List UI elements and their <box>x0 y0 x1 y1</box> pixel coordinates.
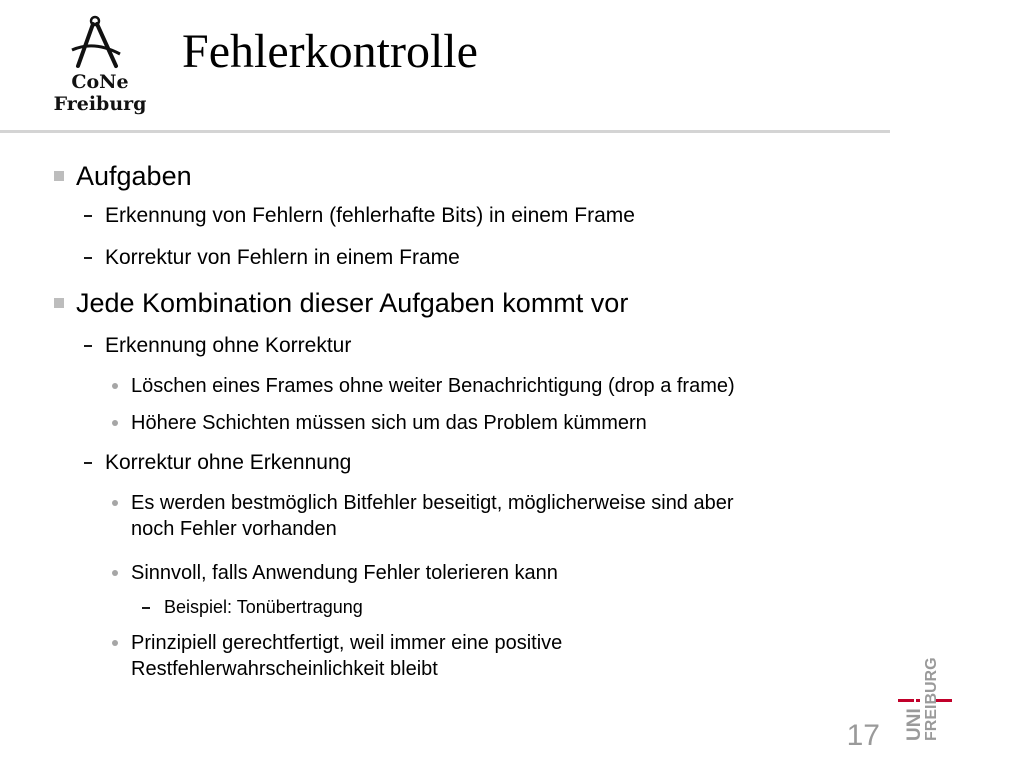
bullet-text-line: Jede Kombination dieser Aufgaben kommt vor <box>76 288 629 318</box>
bullet-item-level-3 <box>113 630 562 682</box>
bullet-text-line: Aufgaben <box>76 161 192 191</box>
bullet-text-line: Sinnvoll, falls Anwendung Fehler tolerieren kann <box>131 562 558 584</box>
bullet-text-line: Restfehlerwahrscheinlichkeit bleibt <box>131 658 438 680</box>
bullet-text-line: Erkennung ohne Korrektur <box>105 334 352 357</box>
bullet-dash-icon <box>84 257 92 259</box>
bullet-dash-icon <box>84 462 92 464</box>
page-number: 17 <box>846 719 880 752</box>
uni-logo-text-freiburg: FREIBURG <box>923 657 940 741</box>
cone-freiburg-logo <box>40 14 160 122</box>
bullet-dash-icon <box>84 345 92 347</box>
bullet-text-line: Es werden bestmöglich Bitfehler beseitigt, möglicherweise sind aber <box>131 492 734 514</box>
compass-a-icon <box>58 14 142 74</box>
bullet-item-level-1 <box>55 287 628 319</box>
bullet-item-level-2 <box>85 203 635 229</box>
bullet-item-level-3 <box>113 410 647 436</box>
bullet-dot-icon <box>112 570 118 576</box>
bullet-dot-icon <box>112 420 118 426</box>
bullet-dot-icon <box>112 640 118 646</box>
bullet-text-line: Löschen eines Frames ohne weiter Benachrichtigung (drop a frame) <box>131 375 735 397</box>
bullet-text-line: Erkennung von Fehlern (fehlerhafte Bits) in einem Frame <box>105 204 635 227</box>
bullet-item-level-2 <box>85 333 351 359</box>
bullet-square-icon <box>54 298 64 308</box>
bullet-text <box>131 490 734 542</box>
bullet-text <box>105 333 351 359</box>
bullet-text <box>76 160 192 192</box>
bullet-text <box>105 245 460 271</box>
bullet-text <box>105 450 351 476</box>
bullet-text <box>76 287 628 319</box>
bullet-square-icon <box>54 171 64 181</box>
bullet-item-level-3 <box>113 490 734 542</box>
uni-freiburg-logo <box>888 645 998 745</box>
bullet-dash-icon <box>142 607 150 609</box>
bullet-text-line: Beispiel: Tonübertragung <box>164 597 363 617</box>
bullet-item-level-3 <box>113 373 735 399</box>
bullet-dash-icon <box>84 215 92 217</box>
bullet-text-line: Höhere Schichten müssen sich um das Problem kümmern <box>131 412 647 434</box>
bullet-text <box>131 560 558 586</box>
bullet-text <box>131 630 562 682</box>
bullet-item-level-2 <box>85 245 460 271</box>
bullet-dot-icon <box>112 383 118 389</box>
uni-logo-text-uni: UNI <box>904 708 925 741</box>
bullet-text-line: noch Fehler vorhanden <box>131 518 337 540</box>
bullet-text-line: Prinzipiell gerechtfertigt, weil immer eine positive <box>131 632 563 654</box>
bullet-text <box>131 410 647 436</box>
bullet-text <box>164 596 363 618</box>
bullet-text <box>105 203 635 229</box>
logo-text-freiburg: Freiburg <box>53 93 147 115</box>
bullet-text <box>131 373 735 399</box>
bullet-text-line: Korrektur von Fehlern in einem Frame <box>105 246 460 269</box>
title-divider <box>0 130 890 133</box>
slide-title: Fehlerkontrolle <box>182 25 478 78</box>
bullet-dot-icon <box>112 500 118 506</box>
bullet-text-line: Korrektur ohne Erkennung <box>105 451 352 474</box>
bullet-item-level-1 <box>55 160 192 192</box>
logo-text-cone: CoNe <box>71 71 129 93</box>
bullet-item-level-2 <box>85 450 351 476</box>
bullet-item-level-3 <box>113 560 558 586</box>
bullet-item-level-4 <box>144 596 363 618</box>
